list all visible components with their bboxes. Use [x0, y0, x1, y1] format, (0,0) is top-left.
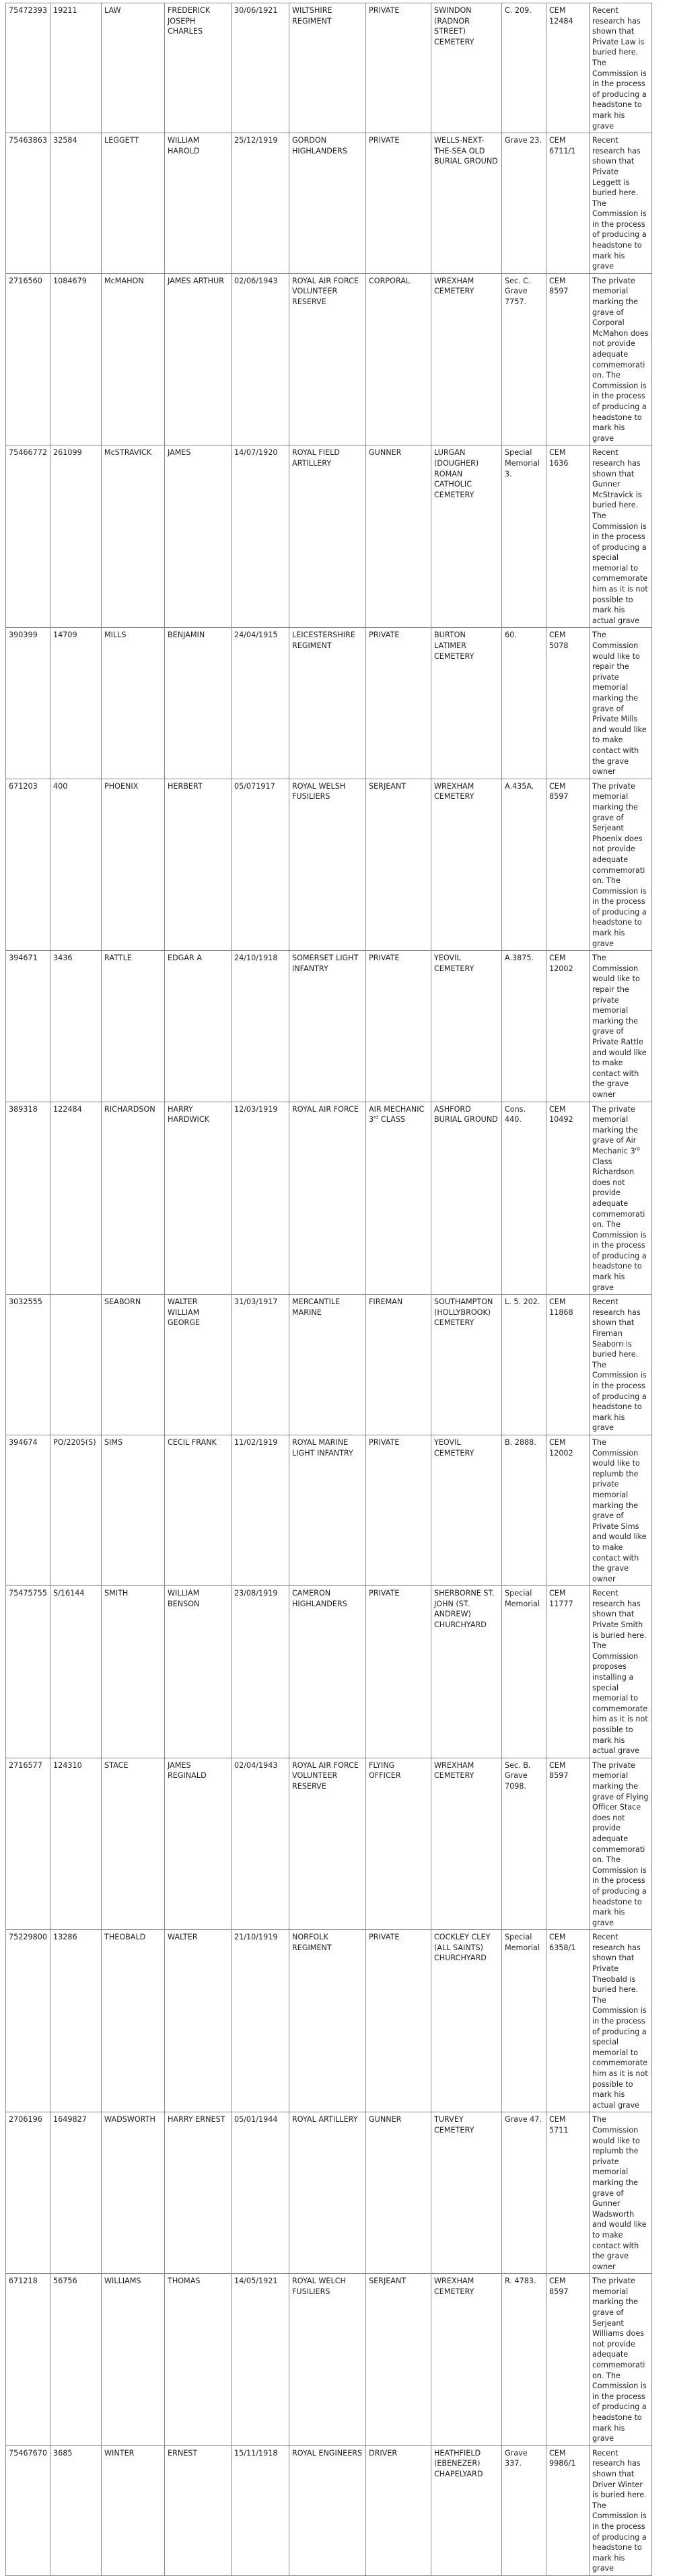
cell-cemetery: SOUTHAMPTON (HOLLYBROOK) CEMETERY [431, 1295, 502, 1435]
cell-reference-number: 2716560 [6, 273, 50, 445]
cell-unit: GORDON HIGHLANDERS [289, 133, 366, 274]
table-row [6, 2274, 652, 2446]
cell-forenames: JAMES ARTHUR [165, 273, 232, 445]
cell-reference-number: 75463863 [6, 133, 50, 274]
cell-surname: PHOENIX [102, 779, 165, 951]
cell-forenames: WALTER WILLIAM GEORGE [165, 1295, 232, 1435]
cell-forenames: WILLIAM HAROLD [165, 133, 232, 274]
cell-unit: MERCANTILE MARINE [289, 1295, 366, 1435]
cell-forenames: JAMES [165, 445, 232, 628]
cell-cemetery-code: CEM 9986/1 [546, 2445, 590, 2575]
table-row [6, 951, 652, 1102]
cell-grave-reference: Grave 23. [502, 133, 546, 274]
cell-rank: PRIVATE [366, 951, 431, 1102]
cell-unit: CAMERON HIGHLANDERS [289, 1586, 366, 1758]
cell-unit: NORFOLK REGIMENT [289, 1930, 366, 2112]
cell-cemetery-code: CEM 8597 [546, 779, 590, 951]
cell-service-number: 400 [50, 779, 102, 951]
cell-rank: SERJEANT [366, 2274, 431, 2446]
cell-date-of-death: 05/071917 [232, 779, 289, 951]
cell-rank: SERJEANT [366, 779, 431, 951]
cell-surname: SEABORN [102, 1295, 165, 1435]
cell-note: The private memorial marking the grave of Flying Officer Stace does not provide adequate commemoration. The Commission is in the process of producing a headstone to mark his grave [590, 1758, 652, 1930]
cell-cemetery-code: CEM 8597 [546, 1758, 590, 1930]
cell-cemetery: BURTON LATIMER CEMETERY [431, 628, 502, 779]
table-row [6, 445, 652, 628]
table-row [6, 628, 652, 779]
cell-surname: WADSWORTH [102, 2112, 165, 2274]
table-row [6, 1102, 652, 1295]
cell-cemetery-code: CEM 11868 [546, 1295, 590, 1435]
cell-grave-reference: L. 5. 202. [502, 1295, 546, 1435]
cell-cemetery-code: CEM 8597 [546, 273, 590, 445]
cell-cemetery-code: CEM 6358/1 [546, 1930, 590, 2112]
cell-grave-reference: Special Memorial 3. [502, 445, 546, 628]
cell-unit: ROYAL MARINE LIGHT INFANTRY [289, 1435, 366, 1585]
cell-surname: SMITH [102, 1586, 165, 1758]
cell-date-of-death: 02/06/1943 [232, 273, 289, 445]
cell-reference-number: 390399 [6, 628, 50, 779]
cell-cemetery: SWINDON (RADNOR STREET) CEMETERY [431, 3, 502, 133]
cell-forenames: JAMES REGINALD [165, 1758, 232, 1930]
cell-cemetery-code: CEM 1636 [546, 445, 590, 628]
cell-surname: McMAHON [102, 273, 165, 445]
cell-note: Recent research has shown that Private Smith is buried here. The Commission proposes installing a special memorial to commemorate him as it is not possible to mark his actual grave [590, 1586, 652, 1758]
cell-reference-number: 75467670 [6, 2445, 50, 2575]
cell-cemetery: WREXHAM CEMETERY [431, 779, 502, 951]
cell-cemetery: YEOVIL CEMETERY [431, 951, 502, 1102]
commemoration-table [5, 3, 652, 2576]
cell-surname: RICHARDSON [102, 1102, 165, 1295]
cell-note: The private memorial marking the grave of Serjeant Phoenix does not provide adequate commemoration. The Commission is in the process of producing a headstone to mark his grave [590, 779, 652, 951]
cell-date-of-death: 02/04/1943 [232, 1758, 289, 1930]
cell-service-number: 19211 [50, 3, 102, 133]
cell-surname: WILLIAMS [102, 2274, 165, 2446]
cell-forenames: HARRY HARDWICK [165, 1102, 232, 1295]
cell-reference-number: 75466772 [6, 445, 50, 628]
cell-surname: RATTLE [102, 951, 165, 1102]
table-row [6, 1758, 652, 1930]
cell-service-number: 124310 [50, 1758, 102, 1930]
cell-cemetery-code: CEM 12002 [546, 1435, 590, 1585]
cell-forenames: CECIL FRANK [165, 1435, 232, 1585]
cell-service-number: 1649827 [50, 2112, 102, 2274]
cell-note: Recent research has shown that Private Theobald is buried here. The Commission is in the process of producing a special memorial to commemorate him as it is not possible to mark his actual grave [590, 1930, 652, 2112]
cell-unit: ROYAL FIELD ARTILLERY [289, 445, 366, 628]
table-body [6, 3, 652, 2576]
cell-rank: PRIVATE [366, 1930, 431, 2112]
table-row [6, 273, 652, 445]
cell-cemetery: LURGAN (DOUGHER) ROMAN CATHOLIC CEMETERY [431, 445, 502, 628]
cell-unit: ROYAL AIR FORCE [289, 1102, 366, 1295]
cell-note: Recent research has shown that Private Leggett is buried here. The Commission is in the process of producing a headstone to mark his grave [590, 133, 652, 274]
cell-date-of-death: 05/01/1944 [232, 2112, 289, 2274]
cell-cemetery: WREXHAM CEMETERY [431, 273, 502, 445]
cell-grave-reference: A.3875. [502, 951, 546, 1102]
cell-grave-reference: Grave 337. [502, 2445, 546, 2575]
cell-cemetery: HEATHFIELD (EBENEZER) CHAPELYARD [431, 2445, 502, 2575]
cell-grave-reference: Cons. 440. [502, 1102, 546, 1295]
cell-date-of-death: 31/03/1917 [232, 1295, 289, 1435]
cell-reference-number: 389318 [6, 1102, 50, 1295]
cell-service-number: 3436 [50, 951, 102, 1102]
cell-service-number: 3685 [50, 2445, 102, 2575]
cell-reference-number: 2716577 [6, 1758, 50, 1930]
cell-cemetery-code: CEM 10492 [546, 1102, 590, 1295]
cell-service-number: S/16144 [50, 1586, 102, 1758]
cell-reference-number: 75229800 [6, 1930, 50, 2112]
cell-note: The private memorial marking the grave of Serjeant Williams does not provide adequate commemoration. The Commission is in the process of producing a headstone to mark his grave [590, 2274, 652, 2446]
cell-cemetery-code: CEM 12484 [546, 3, 590, 133]
table-row [6, 2445, 652, 2575]
cell-reference-number: 2706196 [6, 2112, 50, 2274]
cell-rank: PRIVATE [366, 1435, 431, 1585]
cell-service-number: 13286 [50, 1930, 102, 2112]
cell-reference-number: 671203 [6, 779, 50, 951]
cell-rank: DRIVER [366, 2445, 431, 2575]
cell-rank: PRIVATE [366, 628, 431, 779]
cell-grave-reference: Special Memorial [502, 1586, 546, 1758]
cell-service-number [50, 1295, 102, 1435]
cell-surname: SIMS [102, 1435, 165, 1585]
cell-service-number: 56756 [50, 2274, 102, 2446]
cell-grave-reference: C. 209. [502, 3, 546, 133]
cell-unit: ROYAL AIR FORCE VOLUNTEER RESERVE [289, 1758, 366, 1930]
cell-unit: LEICESTERSHIRE REGIMENT [289, 628, 366, 779]
cell-surname: LEGGETT [102, 133, 165, 274]
cell-rank: GUNNER [366, 2112, 431, 2274]
cell-note: The private memorial marking the grave of Corporal McMahon does not provide adequate commemoration. The Commission is in the process of producing a headstone to mark his grave [590, 273, 652, 445]
cell-date-of-death: 25/12/1919 [232, 133, 289, 274]
table-row [6, 2112, 652, 2274]
cell-cemetery-code: CEM 5078 [546, 628, 590, 779]
cell-surname: LAW [102, 3, 165, 133]
cell-date-of-death: 14/07/1920 [232, 445, 289, 628]
cell-surname: STACE [102, 1758, 165, 1930]
cell-unit: SOMERSET LIGHT INFANTRY [289, 951, 366, 1102]
cell-grave-reference: Grave 47. [502, 2112, 546, 2274]
cell-cemetery-code: CEM 12002 [546, 951, 590, 1102]
cell-cemetery-code: CEM 5711 [546, 2112, 590, 2274]
cell-date-of-death: 21/10/1919 [232, 1930, 289, 2112]
cell-note: Recent research has shown that Private Law is buried here. The Commission is in the process of producing a headstone to mark his grave [590, 3, 652, 133]
cell-forenames: HERBERT [165, 779, 232, 951]
cell-reference-number: 75472393 [6, 3, 50, 133]
cell-unit: ROYAL WELSH FUSILIERS [289, 779, 366, 951]
table-row [6, 1435, 652, 1585]
cell-reference-number: 3032555 [6, 1295, 50, 1435]
cell-service-number: 261099 [50, 445, 102, 628]
cell-service-number: PO/2205(S) [50, 1435, 102, 1585]
cell-unit: ROYAL WELCH FUSILIERS [289, 2274, 366, 2446]
cell-rank: AIR MECHANIC 3rd CLASS [366, 1102, 431, 1295]
cell-surname: WINTER [102, 2445, 165, 2575]
cell-service-number: 1084679 [50, 273, 102, 445]
cell-cemetery: WREXHAM CEMETERY [431, 2274, 502, 2446]
cell-date-of-death: 11/02/1919 [232, 1435, 289, 1585]
cell-cemetery-code: CEM 6711/1 [546, 133, 590, 274]
cell-reference-number: 671218 [6, 2274, 50, 2446]
cell-note: The private memorial marking the grave of Air Mechanic 3rd Class Richardson does not provide adequate commemoration. The Commission is in the process of producing a headstone to mark his grave [590, 1102, 652, 1295]
cell-rank: FLYING OFFICER [366, 1758, 431, 1930]
cell-note: The Commission would like to replumb the private memorial marking the grave of Gunner Wadsworth and would like to make contact with the grave owner [590, 2112, 652, 2274]
cell-forenames: ERNEST [165, 2445, 232, 2575]
cell-note: The Commission would like to repair the private memorial marking the grave of Private Mills and would like to make contact with the grave owner [590, 628, 652, 779]
cell-rank: CORPORAL [366, 273, 431, 445]
cell-grave-reference: Sec. C. Grave 7757. [502, 273, 546, 445]
cell-grave-reference: B. 2888. [502, 1435, 546, 1585]
cell-note: Recent research has shown that Gunner McStravick is buried here. The Commission is in the process of producing a special memorial to commemorate him as it is not possible to mark his actual grave [590, 445, 652, 628]
cell-date-of-death: 24/10/1918 [232, 951, 289, 1102]
cell-reference-number: 75475755 [6, 1586, 50, 1758]
cell-grave-reference: R. 4783. [502, 2274, 546, 2446]
cell-grave-reference: Sec. B. Grave 7098. [502, 1758, 546, 1930]
table-row [6, 1930, 652, 2112]
cell-forenames: FREDERICK JOSEPH CHARLES [165, 3, 232, 133]
cell-forenames: WILLIAM BENSON [165, 1586, 232, 1758]
cell-surname: McSTRAVICK [102, 445, 165, 628]
cell-forenames: BENJAMIN [165, 628, 232, 779]
table-row [6, 779, 652, 951]
cell-date-of-death: 24/04/1915 [232, 628, 289, 779]
cell-reference-number: 394674 [6, 1435, 50, 1585]
cell-forenames: WALTER [165, 1930, 232, 2112]
cell-rank: PRIVATE [366, 3, 431, 133]
cell-unit: ROYAL AIR FORCE VOLUNTEER RESERVE [289, 273, 366, 445]
cell-date-of-death: 23/08/1919 [232, 1586, 289, 1758]
cell-note: The Commission would like to repair the private memorial marking the grave of Private Rattle and would like to make contact with the grave owner [590, 951, 652, 1102]
cell-service-number: 14709 [50, 628, 102, 779]
cell-grave-reference: Special Memorial [502, 1930, 546, 2112]
table-row [6, 1586, 652, 1758]
cell-cemetery: COCKLEY CLEY (ALL SAINTS) CHURCHYARD [431, 1930, 502, 2112]
cell-cemetery: WELLS-NEXT-THE-SEA OLD BURIAL GROUND [431, 133, 502, 274]
cell-surname: THEOBALD [102, 1930, 165, 2112]
cell-unit: ROYAL ENGINEERS [289, 2445, 366, 2575]
cell-date-of-death: 30/06/1921 [232, 3, 289, 133]
cell-service-number: 32584 [50, 133, 102, 274]
cell-date-of-death: 12/03/1919 [232, 1102, 289, 1295]
cell-forenames: HARRY ERNEST [165, 2112, 232, 2274]
cell-rank: GUNNER [366, 445, 431, 628]
cell-rank: FIREMAN [366, 1295, 431, 1435]
cell-note: Recent research has shown that Fireman Seaborn is buried here. The Commission is in the process of producing a headstone to mark his grave [590, 1295, 652, 1435]
cell-cemetery-code: CEM 11777 [546, 1586, 590, 1758]
cell-cemetery: YEOVIL CEMETERY [431, 1435, 502, 1585]
cell-unit: ROYAL ARTILLERY [289, 2112, 366, 2274]
cell-note: Recent research has shown that Driver Winter is buried here. The Commission is in the process of producing a headstone to mark his grave [590, 2445, 652, 2575]
cell-cemetery: TURVEY CEMETERY [431, 2112, 502, 2274]
cell-service-number: 122484 [50, 1102, 102, 1295]
cell-cemetery: ASHFORD BURIAL GROUND [431, 1102, 502, 1295]
cell-surname: MILLS [102, 628, 165, 779]
cell-reference-number: 394671 [6, 951, 50, 1102]
cell-cemetery: SHERBORNE ST. JOHN (ST. ANDREW) CHURCHYARD [431, 1586, 502, 1758]
table-row [6, 3, 652, 133]
cell-note: The Commission would like to replumb the private memorial marking the grave of Private Sims and would like to make contact with the grave owner [590, 1435, 652, 1585]
cell-forenames: EDGAR A [165, 951, 232, 1102]
cell-cemetery-code: CEM 8597 [546, 2274, 590, 2446]
cell-date-of-death: 15/11/1918 [232, 2445, 289, 2575]
cell-rank: PRIVATE [366, 133, 431, 274]
cell-rank: PRIVATE [366, 1586, 431, 1758]
cell-grave-reference: 60. [502, 628, 546, 779]
table-row [6, 133, 652, 274]
cell-grave-reference: A.435A. [502, 779, 546, 951]
table-row [6, 1295, 652, 1435]
cell-unit: WILTSHIRE REGIMENT [289, 3, 366, 133]
cell-date-of-death: 14/05/1921 [232, 2274, 289, 2446]
cell-cemetery: WREXHAM CEMETERY [431, 1758, 502, 1930]
cell-forenames: THOMAS [165, 2274, 232, 2446]
